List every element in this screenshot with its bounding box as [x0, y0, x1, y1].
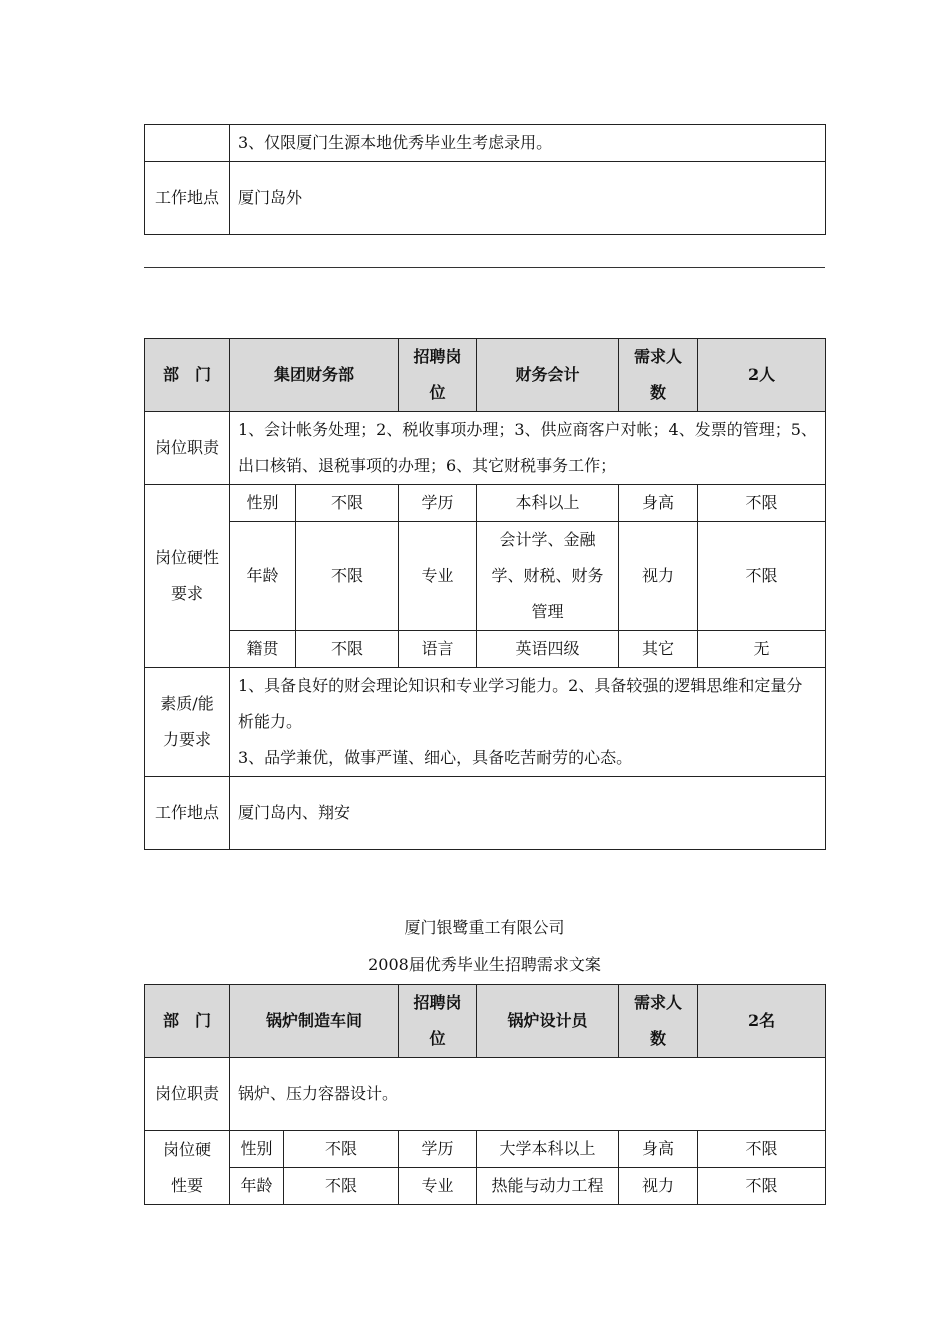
- post-label: 招聘岗位: [399, 339, 477, 412]
- height-label: 身高: [619, 485, 698, 522]
- major-value: 热能与动力工程: [477, 1168, 619, 1205]
- header-row: [145, 985, 826, 1058]
- work-location-label: 工作地点: [145, 162, 230, 235]
- quality-value: [230, 668, 826, 777]
- origin-label: 籍贯: [230, 631, 296, 668]
- table-row: [145, 162, 826, 235]
- hard-req-label: 岗位硬性要求: [145, 485, 230, 668]
- company-title: 厦门银鹭重工有限公司: [404, 918, 565, 937]
- gender-value: 不限: [296, 485, 399, 522]
- age-value: 不限: [296, 522, 399, 631]
- table-row: [145, 1058, 826, 1131]
- duties-value: 锅炉、压力容器设计。: [230, 1058, 826, 1131]
- gender-label: 性别: [230, 1131, 284, 1168]
- vision-label: 视力: [619, 1168, 698, 1205]
- post-label: 招聘岗位: [399, 985, 477, 1058]
- height-value: 不限: [698, 485, 826, 522]
- lang-value: 英语四级: [477, 631, 619, 668]
- work-location-label: 工作地点: [145, 777, 230, 850]
- table-row: [145, 631, 826, 668]
- vision-value: 不限: [698, 1168, 826, 1205]
- other-value: 无: [698, 631, 826, 668]
- post-value: 锅炉设计员: [477, 985, 619, 1058]
- edu-value: 本科以上: [477, 485, 619, 522]
- quality-line-2: 3、品学兼优，做事严谨、细心，具备吃苦耐劳的心态。: [238, 748, 633, 767]
- quality-label: 素质/能力要求: [145, 668, 230, 777]
- table-boiler-designer: [144, 984, 826, 1205]
- major-value: 会计学、金融学、财税、财务管理: [477, 522, 619, 631]
- empty-label-cell: [145, 125, 230, 162]
- gender-value: 不限: [284, 1131, 399, 1168]
- height-label: 身高: [619, 1131, 698, 1168]
- post-value: 财务会计: [477, 339, 619, 412]
- table-row: [145, 777, 826, 850]
- table-row: [145, 668, 826, 777]
- gender-label: 性别: [230, 485, 296, 522]
- duties-value: 1、会计帐务处理；2、税收事项办理；3、供应商客户对帐；4、发票的管理；5、出口核销、退税事项的办理；6、其它财税事务工作；: [230, 412, 826, 485]
- age-label: 年龄: [230, 522, 296, 631]
- edu-label: 学历: [399, 485, 477, 522]
- hard-req-label: 岗位硬性要: [145, 1131, 230, 1205]
- page-divider: [144, 267, 825, 268]
- count-label: 需求人数: [619, 985, 698, 1058]
- table-row: [145, 1168, 826, 1205]
- count-label: 需求人数: [619, 339, 698, 412]
- document-title: 2008届优秀毕业生招聘需求文案: [368, 955, 601, 974]
- table-row: [145, 1131, 826, 1168]
- dept-value: 锅炉制造车间: [230, 985, 399, 1058]
- quality-line-1: 1、具备良好的财会理论知识和专业学习能力。2、具备较强的逻辑思维和定量分析能力。: [238, 676, 803, 731]
- count-value: 2人: [698, 339, 826, 412]
- dept-value: 集团财务部: [230, 339, 399, 412]
- age-value: 不限: [284, 1168, 399, 1205]
- table-finance-accountant: [144, 338, 826, 850]
- dept-label: 部 门: [145, 339, 230, 412]
- table-row: [145, 412, 826, 485]
- table-row: [145, 522, 826, 631]
- age-label: 年龄: [230, 1168, 284, 1205]
- origin-value: 不限: [296, 631, 399, 668]
- table-row: [145, 485, 826, 522]
- edu-value: 大学本科以上: [477, 1131, 619, 1168]
- edu-label: 学历: [399, 1131, 477, 1168]
- table-1-continuation: [144, 124, 826, 235]
- dept-label: 部 门: [145, 985, 230, 1058]
- vision-value: 不限: [698, 522, 826, 631]
- work-location-value: 厦门岛外: [230, 162, 826, 235]
- work-location-value: 厦门岛内、翔安: [230, 777, 826, 850]
- count-value: 2名: [698, 985, 826, 1058]
- height-value: 不限: [698, 1131, 826, 1168]
- major-label: 专业: [399, 522, 477, 631]
- requirement-text: 3、仅限厦门生源本地优秀毕业生考虑录用。: [230, 125, 826, 162]
- duties-label: 岗位职责: [145, 1058, 230, 1131]
- lang-label: 语言: [399, 631, 477, 668]
- other-label: 其它: [619, 631, 698, 668]
- duties-label: 岗位职责: [145, 412, 230, 485]
- table-row: [145, 125, 826, 162]
- header-row: [145, 339, 826, 412]
- major-label: 专业: [399, 1168, 477, 1205]
- vision-label: 视力: [619, 522, 698, 631]
